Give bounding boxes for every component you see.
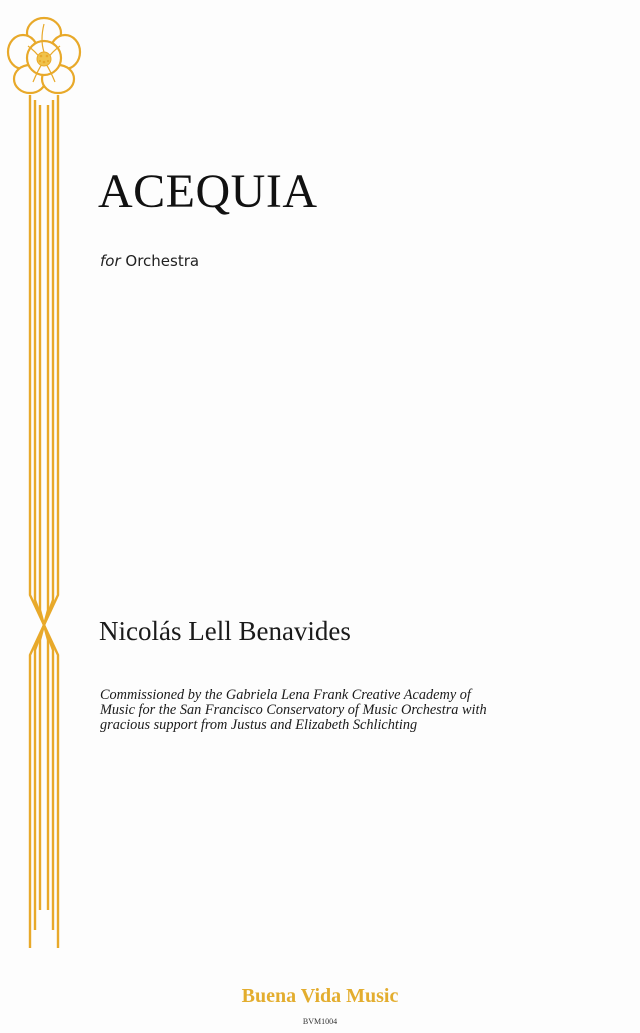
commission-line: Commissioned by the Gabriela Lena Frank Creative Academy of [100, 687, 471, 703]
commission-note [100, 688, 620, 733]
subtitle-for: for [100, 252, 121, 270]
publisher-name: Buena Vida Music [241, 985, 399, 1007]
piece-title: ACEQUIA [98, 165, 318, 218]
commission-line: gracious support from Justus and Elizabeth Schlichting [100, 717, 418, 733]
commission-line: Music for the San Francisco Conservatory of Music Orchestra with [100, 702, 487, 718]
subtitle-ensemble: Orchestra [125, 252, 200, 270]
catalog-number: BVM1004 [302, 1017, 338, 1026]
flower-stem-ornament-icon [0, 0, 90, 1033]
instrumentation-subtitle [100, 252, 199, 270]
composer-name: Nicolás Lell Benavides [99, 616, 351, 646]
